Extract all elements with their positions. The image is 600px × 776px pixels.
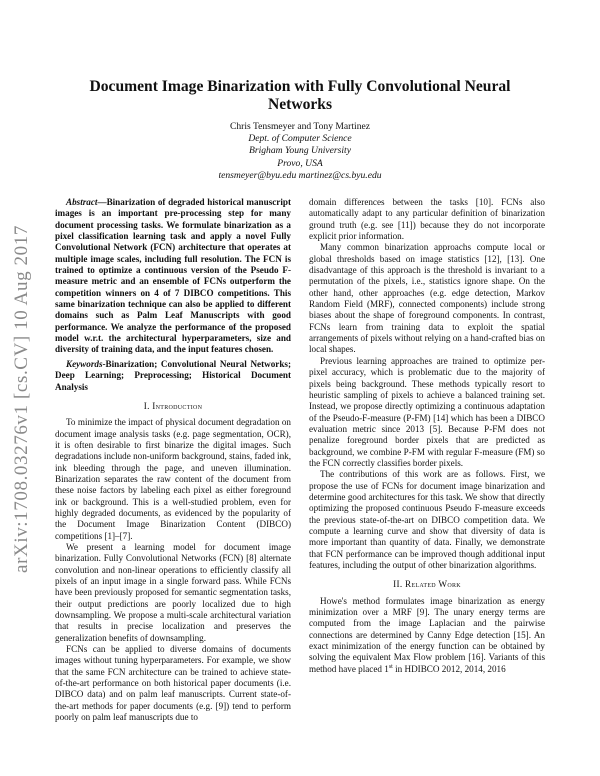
paragraph: The contributions of this work are as follows. First, we propose the use of FCNs for document image binarization and determine good architectures for this task. We show that directly optimizing the proposed continuous Pseudo F-measure exceeds the previous state-of-the-art on DIBCO competition data. We compute a learning curve and show that diversity of data is more important than quantity of data. Finally, we demonstrate that FCN performance can be improved though additional input features, including the output of other binarization algorithms. [309,469,545,570]
paragraph: Many common binarization approachs compute local or global thresholds based on image statistics [12], [13]. One disadvantage of this approach is the threshold is invariant to a permutation of the pixels, i.e., statistics ignore shape. On the other hand, other approaches (e.g. edge detection, Markov Random Field (MRF), connected components) include strong biases about the shape of foreground components. In contrast, FCNs learn from training data to exploit the spatial arrangements of pixels without relying on a hand-crafted bias on local shapes. [309,242,545,355]
arxiv-identifier: arXiv:1708.03276v1 [cs.CV] 10 Aug 2017 [11,225,32,573]
author-university: Brigham Young University [249,145,351,157]
related-work-text: Howe's method formulates image binarization as energy minimization over a MRF [9]. The unary energy terms are computed from the image Laplacian and the pairwise connections are determined by Canny Edge detection [15]. An exact minimization of the energy function can be obtained by solving the equivalent Max Flow problem [16]. Variants of this method have placed 1 [309,595,545,674]
paragraph: Previous learning approaches are trained to optimize per-pixel accuracy, which is problematic due to the majority of pixels being background. These methods typically resort to heuristic sampling of pixels to achieve a balanced training set. Instead, we propose directly optimizing a continuous adaptation of the Pseudo-F-measure (P-FM) [14] which has been a DIBCO evaluation metric since 2013 [5]. Because P-FM does not penalize foreground border pixels that are predicted as background, we combine P-FM with regular F-measure (FM) so the FCN correctly classifies border pixels. [309,355,545,468]
author-block [150,121,450,182]
paragraph: To minimize the impact of physical document degradation on document image analysis tasks (e.g. page segmentation, OCR), it is often desirable to first binarize the digital images. Such degradations include non-uniform background, stains, faded ink, ink bleeding through the page, and uneven illumination. Binarization separates the raw content of the document from these noise factors by labeling each pixel as either foreground ink or background. This is a well-studied problem, even for highly degraded documents, as evidenced by the popularity of the Document Image Binarization Content (DIBCO) competitions [1]–[7]. [55,417,291,541]
abstract-text: —Binarization of degraded historical manuscript images is an important pre-processing step for many document processing tasks. We formulate binarization as a pixel classification learning task and apply a novel Fully Convolutional Network (FCN) architecture that operates at multiple image scales, including full resolution. The FCN is trained to optimize a continuous version of the Pseudo F-measure metric and an ensemble of FCNs outperform the competition winners on 4 of 7 DIBCO competitions. This same binarization technique can also be applied to different domains such as Palm Leaf Manuscripts with good performance. We analyze the performance of the proposed model w.r.t. the architectural hyperparameters, size and diversity of training data, and the input features chosen. [55,197,291,355]
abstract [55,197,291,356]
author-department: Dept. of Computer Science [248,133,352,145]
author-names: Chris Tensmeyer and Tony Martinez [229,121,371,132]
paragraph: domain differences between the tasks [10]. FCNs also automatically adapt to any particular definition of binarization ground truth (e.g. see [11]) because they do not incorporate explicit prior information. [309,197,545,242]
left-column [55,197,291,723]
keywords-label: Keywords [66,358,103,369]
paragraph: FCNs can be applied to diverse domains of documents images without tuning hyperparameters. For example, we show that the same FCN architecture can be trained to achieve state-of-the-art performance on both historical paper documents (i.e. DIBCO data) and on palm leaf manuscripts. Current state-of-the-art methods for paper documents (e.g. [9]) tend to perform poorly on palm leaf manuscripts due to [55,644,291,723]
keywords [55,359,291,393]
paper-title: Document Image Binarization with Fully Convolutional Neural Networks [89,78,511,113]
paragraph [309,596,545,675]
section-heading-related-work: II. Related Work [393,579,461,590]
author-emails: tensmeyer@byu.edu martinez@cs.byu.edu [218,169,382,181]
keywords-text: -Binarization; Convolutional Neural Networks; Deep Learning; Preprocessing; Historical Document Analysis [55,358,291,392]
section-heading-introduction: I. Introduction [143,400,203,411]
superscript: st [388,663,393,670]
abstract-label: Abstract [66,197,98,207]
right-column [309,197,545,675]
related-work-text-end: in HDIBCO 2012, 2014, 2016 [392,663,506,674]
paragraph: We present a learning model for document image binarization. Fully Convolutional Networks (FCN) [8] alternate convolution and non-linear operations to efficiently classify all pixels of an input image in a single forward pass. While FCNs have been previously proposed for semantic segmentation tasks, their output predictions are poorly localized due to high downsampling. We propose a multi-scale architectural variation that results in precise localization and preserves the generalization benefits of downsampling. [55,541,291,643]
author-city: Provo, USA [277,157,323,169]
